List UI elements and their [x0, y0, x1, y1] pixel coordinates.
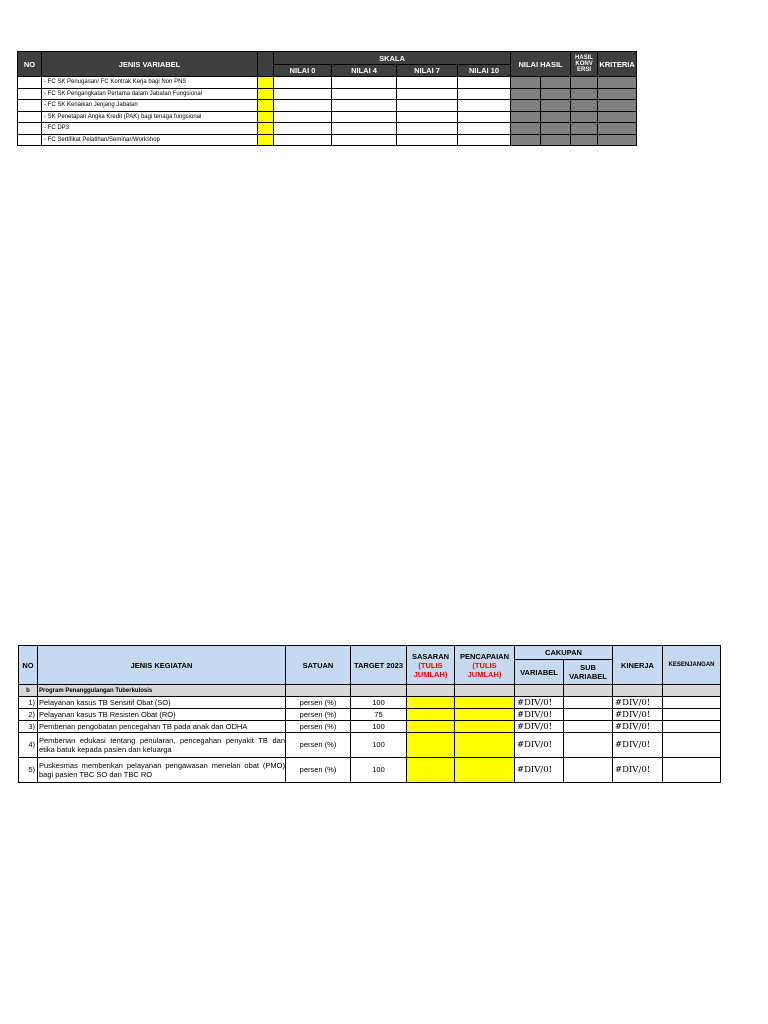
score-7-cell[interactable]: [397, 111, 458, 123]
header-blank: [258, 52, 274, 77]
unit-cell: persen (%): [286, 721, 351, 733]
conversion-cell: [571, 88, 598, 100]
score-0-cell[interactable]: [274, 100, 332, 112]
target-cell: 100: [351, 721, 407, 733]
row-no: 2): [19, 709, 38, 721]
header-nilai-hasil: NILAI HASIL: [511, 52, 571, 77]
activity-name: Puskesmas memberikan pelayanan pengawasan menelan obat (PMO) bagi pasien TBC SO dan TBC RO: [38, 758, 286, 783]
target-cell: 100: [351, 697, 407, 709]
score-0-cell[interactable]: [274, 77, 332, 89]
sasaran-label: SASARAN: [411, 651, 450, 661]
empty-cell: [613, 685, 663, 697]
pencapaian-input[interactable]: [455, 758, 515, 783]
header-nilai-10: NILAI 10: [458, 65, 511, 77]
conversion-cell: [571, 77, 598, 89]
header-kriteria: KRITERIA: [598, 52, 637, 77]
program-row: [19, 685, 721, 697]
score-10-cell[interactable]: [458, 111, 511, 123]
table-row: [18, 77, 637, 89]
header-nilai-7: NILAI 7: [397, 65, 458, 77]
variable-name: - FC Sertifikat Pelatihan/Seminar/Workshop: [42, 134, 258, 146]
score-0-cell[interactable]: [274, 111, 332, 123]
variable-name: - SK Penetapan Angka Kredit (PAK) bagi tenaga fungsional: [42, 111, 258, 123]
input-cell[interactable]: [258, 134, 274, 146]
header-target: TARGET 2023: [351, 646, 407, 685]
score-4-cell[interactable]: [332, 77, 397, 89]
score-0-cell[interactable]: [274, 123, 332, 135]
table-row: [18, 100, 637, 112]
empty-cell: [564, 685, 613, 697]
score-10-cell[interactable]: [458, 100, 511, 112]
sasaran-note: (TULIS JUMLAH): [413, 660, 448, 679]
result-cell: [511, 77, 541, 89]
kinerja-cell: #DIV/0!: [613, 709, 663, 721]
header-sasaran: [407, 646, 455, 685]
activity-name: Pelayanan kasus TB Sensitif Obat (SO): [38, 697, 286, 709]
table-row: [18, 123, 637, 135]
score-10-cell[interactable]: [458, 123, 511, 135]
unit-cell: persen (%): [286, 697, 351, 709]
conversion-cell: [571, 123, 598, 135]
empty-cell: [663, 685, 721, 697]
result-cell: [511, 111, 541, 123]
pencapaian-input[interactable]: [455, 721, 515, 733]
result-cell: [541, 100, 571, 112]
result-cell: [511, 123, 541, 135]
variabel-cell: #DIV/0!: [515, 721, 564, 733]
result-cell: [541, 77, 571, 89]
header-jenis-kegiatan: JENIS KEGIATAN: [38, 646, 286, 685]
score-7-cell[interactable]: [397, 77, 458, 89]
criteria-cell: [598, 88, 637, 100]
table-row: [19, 709, 721, 721]
kinerja-cell: #DIV/0!: [613, 697, 663, 709]
kesenjangan-cell[interactable]: [663, 697, 721, 709]
result-cell: [541, 111, 571, 123]
table-row: [19, 733, 721, 758]
table-row: [18, 88, 637, 100]
conversion-cell: [571, 100, 598, 112]
pencapaian-label: PENCAPAIAN: [459, 651, 510, 661]
cell-no[interactable]: [18, 111, 42, 123]
result-cell: [541, 123, 571, 135]
unit-cell: persen (%): [286, 758, 351, 783]
target-cell: 100: [351, 733, 407, 758]
activity-name: Pemberian edukasi tentang penularan, pencegahan penyakit TB dan etika batuk kepada pasien dan keluarga: [38, 733, 286, 758]
unit-cell: persen (%): [286, 733, 351, 758]
score-4-cell[interactable]: [332, 88, 397, 100]
kesenjangan-cell[interactable]: [663, 721, 721, 733]
sasaran-input[interactable]: [407, 709, 455, 721]
pencapaian-note: (TULIS JUMLAH): [467, 660, 502, 679]
result-cell: [541, 134, 571, 146]
cell-no[interactable]: [18, 123, 42, 135]
cell-no[interactable]: [18, 88, 42, 100]
criteria-cell: [598, 77, 637, 89]
variable-name: - FC DP3: [42, 123, 258, 135]
score-7-cell[interactable]: [397, 134, 458, 146]
input-cell[interactable]: [258, 123, 274, 135]
variabel-cell: #DIV/0!: [515, 697, 564, 709]
header-no: NO: [19, 646, 38, 685]
header-kinerja: KINERJA: [613, 646, 663, 685]
kinerja-cell: #DIV/0!: [613, 721, 663, 733]
pencapaian-input[interactable]: [455, 733, 515, 758]
variable-score-table: [17, 51, 637, 146]
kesenjangan-cell[interactable]: [663, 758, 721, 783]
sasaran-input[interactable]: [407, 721, 455, 733]
empty-cell: [515, 685, 564, 697]
header-hasil-konversi: HASIL KONV ERSI: [571, 52, 598, 77]
target-cell: 100: [351, 758, 407, 783]
variable-name: - FC SK Kenaikan Jenjang Jabatan: [42, 100, 258, 112]
header-cakupan: CAKUPAN: [515, 646, 613, 660]
sub-variabel-cell[interactable]: [564, 758, 613, 783]
score-7-cell[interactable]: [397, 88, 458, 100]
variabel-cell: #DIV/0!: [515, 733, 564, 758]
variable-name: - FC SK Pengangkatan Pertama dalam Jabatan Fungsional: [42, 88, 258, 100]
header-sub-variabel: SUB VARIABEL: [564, 660, 613, 685]
conversion-cell: [571, 134, 598, 146]
input-cell[interactable]: [258, 111, 274, 123]
table-row: [19, 697, 721, 709]
cell-no[interactable]: [18, 134, 42, 146]
result-cell: [541, 88, 571, 100]
criteria-cell: [598, 134, 637, 146]
kinerja-cell: #DIV/0!: [613, 733, 663, 758]
score-7-cell[interactable]: [397, 100, 458, 112]
result-cell: [511, 100, 541, 112]
result-cell: [511, 88, 541, 100]
header-pencapaian: [455, 646, 515, 685]
score-4-cell[interactable]: [332, 134, 397, 146]
program-name: Program Penanggulangan Tuberkulosis: [38, 685, 286, 697]
sasaran-input[interactable]: [407, 697, 455, 709]
variable-name: - FC SK Penugasan/ FC Kontrak Kerja bagi Non PNS: [42, 77, 258, 89]
sub-variabel-cell[interactable]: [564, 709, 613, 721]
sub-variabel-cell[interactable]: [564, 697, 613, 709]
score-4-cell[interactable]: [332, 100, 397, 112]
kesenjangan-cell[interactable]: [663, 733, 721, 758]
criteria-cell: [598, 100, 637, 112]
table-row: [19, 721, 721, 733]
sasaran-input[interactable]: [407, 733, 455, 758]
program-code: b: [19, 685, 38, 697]
score-0-cell[interactable]: [274, 134, 332, 146]
table-row: [19, 758, 721, 783]
variabel-cell: #DIV/0!: [515, 758, 564, 783]
row-no: 1): [19, 697, 38, 709]
header-variabel: VARIABEL: [515, 660, 564, 685]
header-no: NO: [18, 52, 42, 77]
kinerja-cell: #DIV/0!: [613, 758, 663, 783]
activity-performance-table: [18, 645, 721, 783]
header-kesenjangan: KESENJANGAN: [663, 646, 721, 685]
sub-variabel-cell[interactable]: [564, 733, 613, 758]
unit-cell: persen (%): [286, 709, 351, 721]
criteria-cell: [598, 123, 637, 135]
criteria-cell: [598, 111, 637, 123]
score-10-cell[interactable]: [458, 77, 511, 89]
score-7-cell[interactable]: [397, 123, 458, 135]
input-cell[interactable]: [258, 88, 274, 100]
pencapaian-input[interactable]: [455, 709, 515, 721]
header-jenis-variabel: JENIS VARIABEL: [42, 52, 258, 77]
activity-name: Pelayanan kasus TB Resisten Obat (RO): [38, 709, 286, 721]
score-4-cell[interactable]: [332, 123, 397, 135]
kesenjangan-cell[interactable]: [663, 709, 721, 721]
row-no: 5): [19, 758, 38, 783]
target-cell: 75: [351, 709, 407, 721]
cell-no[interactable]: [18, 77, 42, 89]
empty-cell: [407, 685, 455, 697]
pencapaian-input[interactable]: [455, 697, 515, 709]
header-satuan: SATUAN: [286, 646, 351, 685]
row-no: 4): [19, 733, 38, 758]
empty-cell: [351, 685, 407, 697]
empty-cell: [286, 685, 351, 697]
score-10-cell[interactable]: [458, 134, 511, 146]
table-row: [18, 111, 637, 123]
header-nilai-0: NILAI 0: [274, 65, 332, 77]
sub-variabel-cell[interactable]: [564, 721, 613, 733]
result-cell: [511, 134, 541, 146]
conversion-cell: [571, 111, 598, 123]
score-0-cell[interactable]: [274, 88, 332, 100]
variabel-cell: #DIV/0!: [515, 709, 564, 721]
row-no: 3): [19, 721, 38, 733]
cell-no[interactable]: [18, 100, 42, 112]
activity-name: Pemberian pengobatan pencegahan TB pada anak dan ODHA: [38, 721, 286, 733]
input-cell[interactable]: [258, 100, 274, 112]
header-nilai-4: NILAI 4: [332, 65, 397, 77]
score-10-cell[interactable]: [458, 88, 511, 100]
score-4-cell[interactable]: [332, 111, 397, 123]
table-row: [18, 134, 637, 146]
input-cell[interactable]: [258, 77, 274, 89]
empty-cell: [455, 685, 515, 697]
header-skala: SKALA: [274, 52, 511, 65]
sasaran-input[interactable]: [407, 758, 455, 783]
